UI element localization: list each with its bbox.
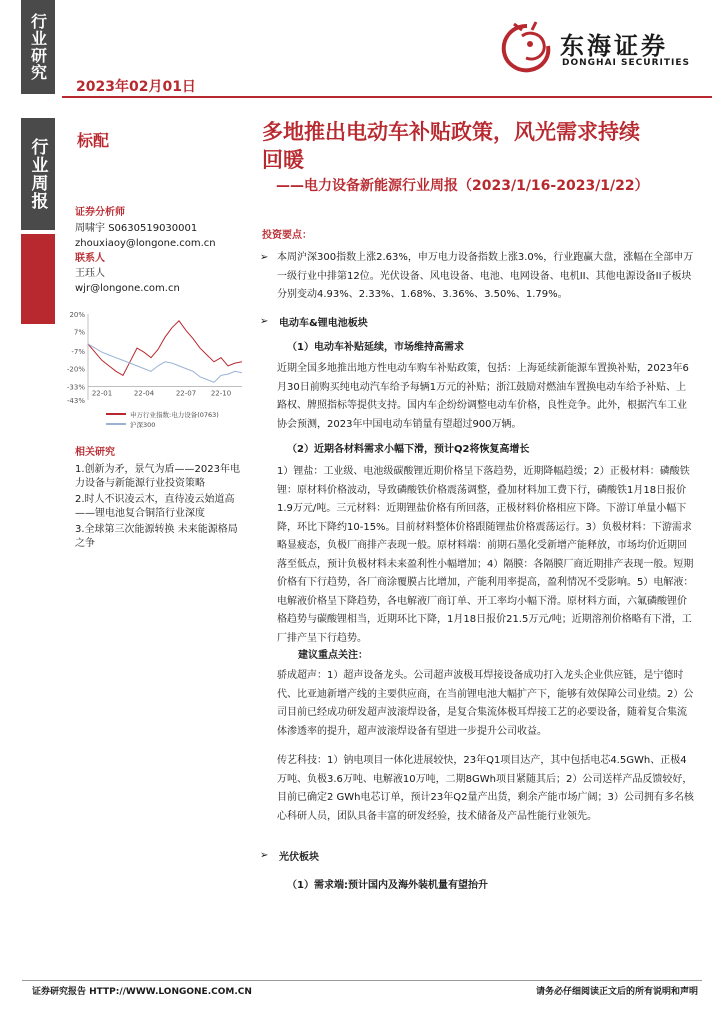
bullet-icon: ➢ xyxy=(260,252,269,263)
series-line-2 xyxy=(88,344,242,382)
contact-heading: 联系人 xyxy=(75,253,105,264)
ev-sub-heading-1: （1）电动车补贴延续，市场维持高需求 xyxy=(287,342,464,353)
y-tick-label: -33% xyxy=(66,383,85,392)
x-tick-label: 22-04 xyxy=(133,389,155,398)
bullet-icon: ➢ xyxy=(260,316,269,327)
footer-disclaimer: 请务必仔细阅读正文后的所有说明和声明 xyxy=(535,987,698,997)
summary-paragraph: 本周沪深300指数上涨2.63%，申万电力设备指数上涨3.0%，行业跑赢大盘，涨幅在全部申万一级行业中排第12位。光伏设备、风电设备、电池、电网设备、电机II、其他电源设备II子板块分别变动4.93%、2.33%、1.68%、3.36%、3.50%、1.79%。 xyxy=(277,252,694,300)
related-research xyxy=(75,446,243,552)
ev-section-heading: 电动车&锂电池板块 xyxy=(279,318,368,329)
index-chart xyxy=(62,308,252,446)
recommend-2: 传艺科技：1）钠电项目一体化进展较快，23年Q1项目达产，其中包括电芯4.5GWh、正极4万吨、负极3.6万吨、电解液10万吨，二期8GWh项目紧随其后；2）公司送样产品反馈较好，目前已确定2 GWh电芯订单，预计23年Q2量产出货，剩余产能市场广阔；3）公司拥有多名核心科研人员，团队具备丰富的研发经验，技术储备及产品性能行业领先。 xyxy=(277,755,694,822)
footer-website[interactable]: 证券研究报告 HTTP://WWW.LONGONE.COM.CN xyxy=(32,987,252,997)
y-tick-label: 20% xyxy=(69,311,85,319)
chart-svg xyxy=(62,308,252,446)
legend-label: 沪深300 xyxy=(130,421,156,429)
related-heading: 相关研究 xyxy=(75,447,115,458)
industry-label: 电力设备 xyxy=(27,243,48,315)
analyst-heading: 证券分析师 xyxy=(75,207,125,218)
key-points-heading: 投资要点： xyxy=(262,230,312,241)
contact-name: 王珏人 xyxy=(75,268,105,279)
y-tick-label: 7% xyxy=(73,328,85,337)
x-tick-label: 22-07 xyxy=(175,389,197,398)
footer-divider xyxy=(22,980,702,981)
pv-section-heading: 光伏板块 xyxy=(279,852,319,863)
ev-sub-heading-2: （2）近期各材料需求小幅下滑，预计Q2将恢复高增长 xyxy=(287,444,530,455)
y-tick-label: -7% xyxy=(71,347,85,356)
ev-paragraph-1: 近期全国多地推出地方性电动车购车补贴政策，包括：上海延续新能源车置换补贴，2023年6月30日前购买纯电动汽车给予每辆1万元的补贴；浙江鼓励对燃油车置换电动车给予补贴、上路权、牌照指标等提供支持。国内车企纷纷调整电动车价格，良性竞争。此外，根据汽车工业协会预测，2023年中国电动车销量有望超过900万辆。 xyxy=(277,363,689,430)
analyst-cert: S0630519030001 xyxy=(108,223,198,234)
report-date: 2023年02月01日 xyxy=(76,79,196,95)
series-line-1 xyxy=(88,321,242,376)
related-item-2[interactable]: 2.时人不识凌云木，直待凌云始道高——锂电池复合铜箔行业深度 xyxy=(75,493,235,519)
report-subtitle: ——电力设备新能源行业周报（2023/1/16-2023/1/22） xyxy=(276,178,649,194)
analyst-email[interactable]: zhouxiaoy@longone.com.cn xyxy=(75,238,216,249)
logo-cn: 东海证券 xyxy=(560,32,668,60)
recommend-heading: 建议重点关注： xyxy=(298,650,368,661)
category-label: 行业研究 xyxy=(28,13,48,81)
related-item-3[interactable]: 3.全球第三次能源转换 未来能源格局之争 xyxy=(75,523,238,549)
bullet-icon: ➢ xyxy=(260,850,269,861)
ev-paragraph-2: 1）锂盐：工业级、电池级碳酸锂近期价格呈下落趋势，近期降幅趋缓；2）正极材料：磷酸铁锂：原材料价格波动，导致磷酸铁价格震荡调整，叠加材料加工费下行，磷酸铁1月18日报价1.9万元/吨。三元材料：近期锂盐价格有所回落，正极材料价格相应下降。下游订单量小幅下降，环比下降约10-15%。目前材料整体价格跟随锂盐价格震荡运行。3）负极材料：下游需求略显疲态，负极厂商排产表现一般。原材料端：前期石墨化受新增产能释放，市场均价近期回落至低点，预计负极材料未来盈利性小幅增加；4）隔膜：各隔膜厂商近期排产表现一般。短期价格有下行趋势，各厂商涂覆膜占比增加，产能利用率提高，盈利情况不受影响。5）电解液：电解液价格呈下降趋势，各电解液厂商订单、开工率均小幅下滑。原材料方面，六氟磷酸锂价格趋势与碳酸锂相当，近期环比下降，1月18日报价21.5万元/吨；近期溶剂价格略有下滑，工厂排产呈下行趋势。 xyxy=(277,466,694,644)
rating: 标配 xyxy=(77,131,110,150)
title-line-2: 回暖 xyxy=(262,148,304,172)
analyst-block xyxy=(75,205,243,296)
recommend-1: 骄成超声：1）超声设备龙头。公司超声波极耳焊接设备成功打入龙头企业供应链，是宁德时代、比亚迪新增产线的主要供应商，在当前锂电池大幅扩产下，能够有效保障公司业绩。2）公司目前已经成功研发超声波滚焊设备，是复合集流体极耳焊接工艺的必要设备，随着复合集流体渗透率的提升，超声波滚焊设备有望进一步提升公司收益。 xyxy=(277,670,694,737)
report-title xyxy=(262,118,702,174)
pv-sub-heading-1: （1）需求端:预计国内及海外装机量有望抬升 xyxy=(287,880,488,891)
y-tick-label: -43% xyxy=(66,397,85,405)
company-logo xyxy=(492,20,712,80)
report-type-tab xyxy=(21,118,55,230)
industry-tab xyxy=(21,234,55,324)
title-line-1: 多地推出电动车补贴政策，风光需求持续 xyxy=(262,120,640,144)
contact-email[interactable]: wjr@longone.com.cn xyxy=(75,283,180,294)
x-tick-label: 22-10 xyxy=(210,389,232,398)
legend-label: 申万行业指数:电力设备(0763) xyxy=(130,411,219,419)
logo-en: DONGHAI SECURITIES xyxy=(562,58,690,68)
related-item-1[interactable]: 1.创新为矛，景气为盾——2023年电力设备与新能源行业投资策略 xyxy=(75,463,240,489)
header-divider xyxy=(62,96,712,98)
x-tick-label: 22-01 xyxy=(91,389,113,398)
category-tab xyxy=(21,0,55,94)
analyst-name: 周啸宇 xyxy=(75,223,105,234)
dragon-logo-icon xyxy=(492,20,562,76)
y-tick-label: -20% xyxy=(66,365,85,374)
report-type-label: 行业周报 xyxy=(27,138,48,210)
